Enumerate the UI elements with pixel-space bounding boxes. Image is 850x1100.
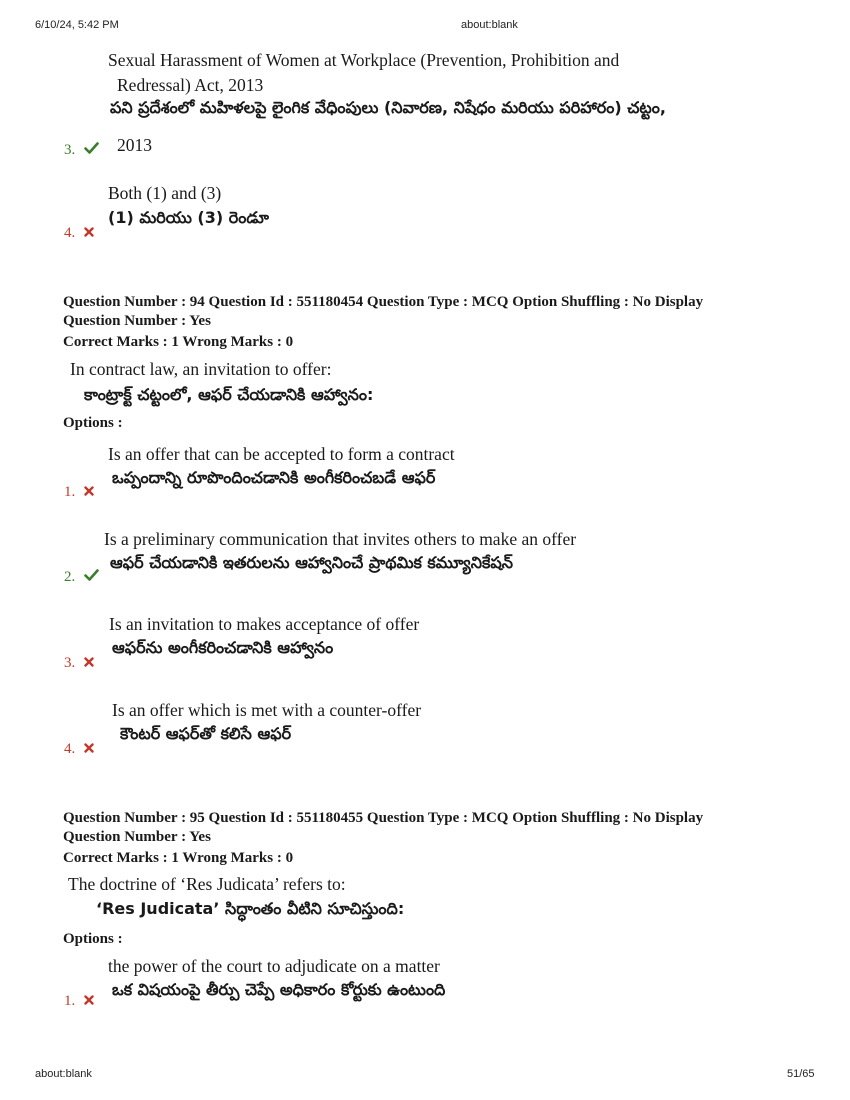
cross-icon: [84, 740, 94, 758]
question-meta: Question Number : Yes: [63, 829, 211, 845]
print-title: about:blank: [461, 19, 518, 31]
option-text-en: Is a preliminary communication that invites others to make an offer: [104, 529, 577, 549]
option-number-row: [64, 568, 99, 586]
option-number-row: [64, 224, 94, 242]
print-datetime: 6/10/24, 5:42 PM: [35, 19, 119, 31]
option-number-row: [64, 141, 99, 159]
question-marks: Correct Marks : 1 Wrong Marks : 0: [63, 334, 294, 350]
question-text-te: ‘Res Judicata’ సిద్ధాంతం వీటిని సూచిస్తుంది:: [96, 899, 405, 918]
option-number: 1.: [64, 484, 76, 500]
option-number: 4.: [64, 741, 76, 757]
option-number-row: [64, 654, 94, 672]
question-text-en: In contract law, an invitation to offer:: [70, 359, 332, 379]
options-label: Options :: [63, 931, 123, 947]
option-text-en: Redressal) Act, 2013: [117, 75, 264, 95]
option-text-en: Is an offer which is met with a counter-offer: [112, 700, 422, 720]
option-number: 3.: [64, 142, 76, 158]
option-text-en: Sexual Harassment of Women at Workplace (Prevention, Prohibition and: [108, 50, 620, 70]
cross-icon: [84, 654, 94, 672]
option-text-te: 2013: [117, 135, 152, 155]
option-text-te: ఒప్పందాన్ని రూపొందించడానికి అంగీకరించబడే ఆఫర్: [112, 468, 436, 487]
option-text-te: పని ప్రదేశంలో మహిళలపై లైంగిక వేధింపులు (నివారణ, నిషేధం మరియు పరిహారం) చట్టం,: [110, 98, 666, 117]
option-text-te: ఒక విషయంపై తీర్పు చెప్పే అధికారం కోర్టుకు ఉంటుంది: [112, 980, 446, 999]
check-icon: [84, 141, 99, 159]
question-meta: Question Number : 94 Question Id : 551180454 Question Type : MCQ Option Shuffling : No Display: [63, 294, 704, 310]
option-text-te: ఆఫర్‌ను అంగీకరించడానికి ఆహ్వానం: [112, 638, 334, 657]
cross-icon: [84, 224, 94, 242]
check-icon: [84, 568, 99, 586]
option-number: 1.: [64, 993, 76, 1009]
print-page-number: 51/65: [787, 1068, 815, 1080]
question-meta: Question Number : Yes: [63, 313, 211, 329]
question-text-te: కాంట్రాక్ట్ చట్టంలో, ఆఫర్ చేయడానికి ఆహ్వానం:: [84, 385, 374, 404]
option-text-en: Is an invitation to makes acceptance of offer: [109, 614, 420, 634]
option-number: 3.: [64, 655, 76, 671]
question-meta: Question Number : 95 Question Id : 551180455 Question Type : MCQ Option Shuffling : No Display: [63, 810, 704, 826]
cross-icon: [84, 483, 94, 501]
option-text-en: Is an offer that can be accepted to form a contract: [108, 444, 455, 464]
option-text-te: ఆఫర్ చేయడానికి ఇతరులను ఆహ్వానించే ప్రాథమిక కమ్యూనికేషన్: [110, 553, 513, 572]
option-number-row: [64, 740, 94, 758]
options-label: Options :: [63, 415, 123, 431]
option-text-en: the power of the court to adjudicate on a matter: [108, 956, 440, 976]
option-number: 2.: [64, 569, 76, 585]
option-text-en: Both (1) and (3): [108, 183, 222, 203]
cross-icon: [84, 992, 94, 1010]
option-number-row: [64, 483, 94, 501]
question-text-en: The doctrine of ‘Res Judicata’ refers to:: [68, 874, 346, 894]
question-marks: Correct Marks : 1 Wrong Marks : 0: [63, 850, 294, 866]
print-footer-url: about:blank: [35, 1068, 92, 1080]
option-text-te: కౌంటర్ ఆఫర్‌తో కలిసే ఆఫర్: [120, 724, 292, 743]
option-number: 4.: [64, 225, 76, 241]
option-number-row: [64, 992, 94, 1010]
option-text-te: (1) మరియు (3) రెండూ: [108, 208, 269, 227]
